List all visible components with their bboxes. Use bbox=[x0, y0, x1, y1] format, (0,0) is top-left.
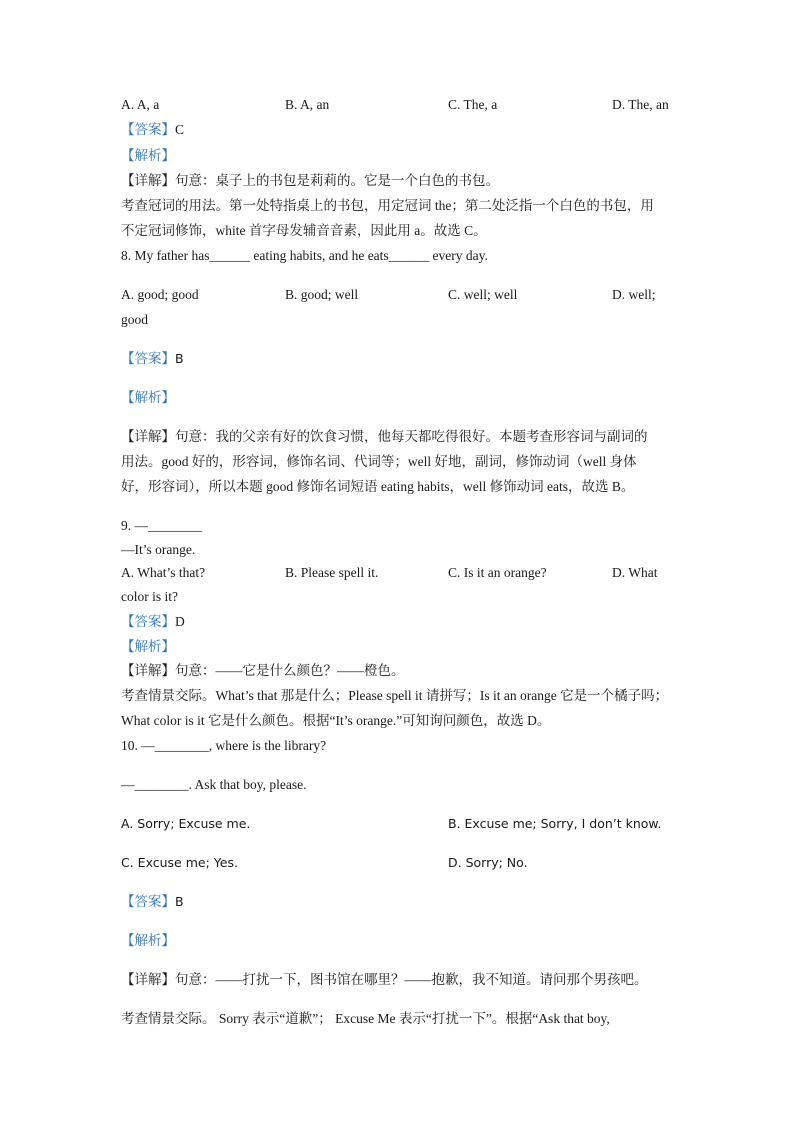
q7-analysis-tag: 【解析】 bbox=[121, 148, 175, 163]
answer-value: B bbox=[175, 894, 184, 909]
q9-answer bbox=[121, 612, 185, 632]
q7-option-a: A. A, a bbox=[121, 97, 160, 112]
q9-option-b: B. Please spell it. bbox=[285, 565, 379, 580]
q9-reply: —It’s orange. bbox=[121, 542, 196, 557]
q8-option-c: C. well; well bbox=[448, 287, 518, 302]
q10-option-d: D. Sorry; No. bbox=[448, 855, 528, 870]
detail-text: 句意：——打扰一下，图书馆在哪里？——抱歉，我不知道。请问那个男孩吧。 bbox=[175, 972, 648, 987]
q7-detail bbox=[121, 171, 499, 191]
detail-tag: 【详解】 bbox=[121, 429, 175, 444]
q9-stem: 9. —________ bbox=[121, 518, 202, 533]
q8-detail-line-1 bbox=[121, 427, 648, 447]
q8-detail-line-2: 用法。good 好的，形容词，修饰名词、代词等；well 好地，副词，修饰动词（well 身体 bbox=[121, 454, 637, 469]
answer-tag: 【答案】 bbox=[121, 351, 175, 366]
q7-answer bbox=[121, 120, 184, 140]
q9-option-d-wrap: color is it? bbox=[121, 589, 178, 604]
q9-option-a: A. What’s that? bbox=[121, 565, 206, 580]
q7-option-b: B. A, an bbox=[285, 97, 330, 112]
q10-analysis-tag: 【解析】 bbox=[121, 933, 175, 948]
q9-explain-line-2: What color is it 它是什么颜色。根据“It’s orange.”可知询问颜色，故选 D。 bbox=[121, 713, 551, 728]
q8-answer bbox=[121, 349, 184, 369]
q9-explain-line-1: 考查情景交际。What’s that 那是什么；Please spell it 请拼写；Is it an orange 它是一个橘子吗； bbox=[121, 688, 669, 703]
answer-value: C bbox=[175, 122, 185, 137]
q10-option-a: A. Sorry; Excuse me. bbox=[121, 816, 251, 831]
q8-analysis-tag: 【解析】 bbox=[121, 390, 175, 405]
q8-detail-line-3: 好，形容词），所以本题 good 修饰名词短语 eating habits，well 修饰动词 eats，故选 B。 bbox=[121, 479, 635, 494]
q7-option-d: D. The, an bbox=[612, 97, 669, 112]
q10-explain-line: 考查情景交际。 Sorry 表示“道歉”； Excuse Me 表示“打扰一下”。根据“Ask that boy, bbox=[121, 1011, 610, 1026]
answer-tag: 【答案】 bbox=[121, 122, 175, 137]
q8-option-b: B. good; well bbox=[285, 287, 359, 302]
q10-reply: —________. Ask that boy, please. bbox=[121, 777, 307, 792]
detail-text: 句意：桌子上的书包是莉莉的。它是一个白色的书包。 bbox=[175, 173, 499, 188]
q8-option-d: D. well; bbox=[612, 287, 656, 302]
q10-stem: 10. —________, where is the library? bbox=[121, 738, 327, 753]
q9-analysis-tag: 【解析】 bbox=[121, 639, 175, 654]
answer-tag: 【答案】 bbox=[121, 614, 175, 629]
detail-tag: 【详解】 bbox=[121, 663, 175, 678]
detail-text: 句意：我的父亲有好的饮食习惯，他每天都吃得很好。本题考查形容词与副词的 bbox=[175, 429, 648, 444]
q8-option-a: A. good; good bbox=[121, 287, 199, 302]
q9-option-d: D. What bbox=[612, 565, 658, 580]
q9-option-c: C. Is it an orange? bbox=[448, 565, 547, 580]
q10-answer bbox=[121, 892, 184, 912]
q7-explain-line-1: 考查冠词的用法。第一处特指桌上的书包，用定冠词 the；第二处泛指一个白色的书包，用 bbox=[121, 198, 654, 213]
q10-option-b: B. Excuse me; Sorry, I don’t know. bbox=[448, 816, 662, 831]
answer-tag: 【答案】 bbox=[121, 894, 175, 909]
detail-tag: 【详解】 bbox=[121, 972, 175, 987]
q7-option-c: C. The, a bbox=[448, 97, 498, 112]
detail-text: 句意：——它是什么颜色？——橙色。 bbox=[175, 663, 405, 678]
answer-value: D bbox=[175, 614, 185, 629]
q7-explain-line-2: 不定冠词修饰，white 首字母发辅音音素，因此用 a。故选 C。 bbox=[121, 223, 487, 238]
q10-detail bbox=[121, 970, 648, 990]
q10-option-c: C. Excuse me; Yes. bbox=[121, 855, 238, 870]
answer-value: B bbox=[175, 351, 184, 366]
detail-tag: 【详解】 bbox=[121, 173, 175, 188]
q8-stem: 8. My father has______ eating habits, and he eats______ every day. bbox=[121, 248, 488, 263]
q8-option-d-wrap: good bbox=[121, 312, 148, 327]
q9-detail bbox=[121, 661, 405, 681]
